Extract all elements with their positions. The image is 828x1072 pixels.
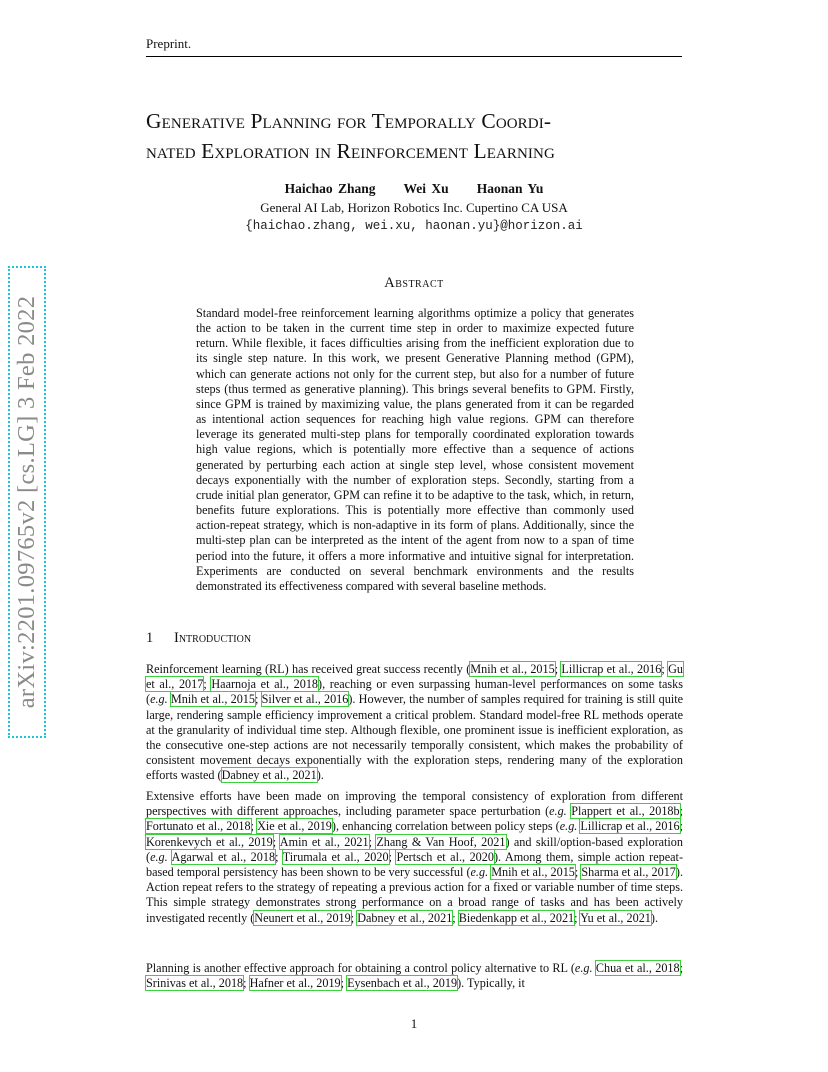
citation-link[interactable]: Pertsch et al., 2020 — [396, 849, 494, 864]
citation-link[interactable]: Haarnoja et al., 2018 — [211, 677, 319, 692]
author-name: Haonan Yu — [476, 181, 544, 196]
arxiv-stamp[interactable] — [0, 266, 52, 740]
citation-link[interactable]: Mnih et al., 2015 — [170, 692, 255, 707]
citation-link[interactable]: Srinivas et al., 2018 — [146, 976, 244, 991]
paper-title — [146, 106, 686, 166]
author-email[interactable]: {haichao.zhang, wei.xu, haonan.yu}@horizon.ai — [245, 219, 583, 233]
citation-link[interactable]: Fortunato et al., 2018 — [146, 819, 251, 834]
citation-link[interactable]: Korenkevych et al., 2019 — [146, 834, 273, 849]
abstract-heading: Abstract — [384, 275, 444, 291]
affiliation: General AI Lab, Horizon Robotics Inc. Cupertino CA USA — [260, 200, 568, 215]
citation-link[interactable]: Agarwal et al., 2018 — [171, 849, 276, 864]
abstract-body: Standard model-free reinforcement learning algorithms optimize a policy that generates the action to be taken in the current time step in order to maximize expected future return. While flexible, it faces difficulties arising from the inefficient exploration due to its single step nature. In this work, we present Generative Planning method (GPM), which can generate actions not only for the current step, but also for a number of future steps (thus termed as generative planning). This brings several benefits to GPM. Firstly, since GPM is trained by maximizing value, the plans generated from it can be regarded as intentional action sequences for reaching high value regions. GPM can therefore leverage its generated multi-step plans for temporally coordinated exploration towards high value regions, which is potentially more effective than a sequence of actions generated by perturbing each action at single step level, whose consistent movement decays exponentially with the number of exploration steps. Secondly, starting from a crude initial plan generator, GPM can refine it to be adaptive to the task, which, in return, benefits future explorations. This is potentially more effective than commonly used action-repeat strategy, which is non-adaptive in its form of plans. Additionally, since the multi-step plan can be interpreted as the intent of the agent from now to a span of time period into the future, it offers a more informative and intuitive signal for interpretation. Experiments are conducted on several benchmark environments and the results demonstrated its effectiveness compared with several baseline methods. — [196, 306, 634, 593]
citation-link[interactable]: Mnih et al., 2015 — [491, 865, 575, 880]
title-line-2: nated Exploration in Reinforcement Learning — [146, 139, 555, 163]
author-name: Wei Xu — [403, 181, 449, 196]
citation-link[interactable]: Hafner et al., 2019 — [249, 976, 341, 991]
author-name: Haichao Zhang — [284, 181, 376, 196]
citation-link[interactable]: Mnih et al., 2015 — [470, 662, 555, 676]
citation-link[interactable]: Chua et al., 2018 — [595, 961, 680, 975]
citation-link[interactable]: Neunert et al., 2019 — [254, 910, 351, 925]
title-line-1: Generative Planning for Temporally Coordi- — [146, 109, 552, 133]
running-header: Preprint. — [146, 36, 682, 57]
section-number: 1 — [146, 630, 154, 646]
section-heading — [146, 630, 251, 647]
author-block — [146, 181, 682, 233]
citation-link[interactable]: Yu et al., 2021 — [580, 910, 651, 925]
author-names — [146, 181, 682, 197]
citation-link[interactable]: Eysenbach et al., 2019 — [347, 976, 458, 991]
citation-link[interactable]: Sharma et al., 2017 — [581, 865, 676, 880]
citation-link[interactable]: Xie et al., 2019 — [257, 819, 332, 834]
paragraph-1: Reinforcement learning (RL) has received great success recently (Mnih et al., 2015; Lillicrap et al., 2016; Gu et al., 2017; Haarnoja et al., 2018), reaching or even surpassing human-level performances on some tasks (e.g. Mnih et al., 2015; Silver et al., 2016). However, the number of samples required for training is still quite large, rendering sample efficiency improvement a critical problem. Standard model-free RL methods operate at the granularity of individual time step. Although flexible, one prominent issue is inefficient exploration, as the consecutive one-step actions are not necessarily temporally consistent, which makes the probability of consistent movement decays exponentially with the exploration steps, rendering many of the exploration efforts wasted (Dabney et al., 2021). — [146, 662, 684, 783]
paragraph-2: Extensive efforts have been made on improving the temporal consistency of exploration from different perspectives with different approaches, including parameter space perturbation (e.g. Plappert et al., 2018b; Fortunato et al., 2018; Xie et al., 2019), enhancing correlation between policy steps (e.g. Lillicrap et al., 2016; Korenkevych et al., 2019; Amin et al., 2021; Zhang & Van Hoof, 2021) and skill/option-based exploration (e.g. Agarwal et al., 2018; Tirumala et al., 2020; Pertsch et al., 2020). Among them, simple action repeat-based temporal persistency has been shown to be very successful (e.g. Mnih et al., 2015; Sharma et al., 2017). Action repeat refers to the strategy of repeating a previous action for a fixed or variable number of time steps. This simple strategy demonstrates strong performance on a broad range of tasks and has been actively investigated recently (Neunert et al., 2019; Dabney et al., 2021; Biedenkapp et al., 2021; Yu et al., 2021). — [146, 789, 684, 925]
citation-link[interactable]: Silver et al., 2016 — [261, 692, 349, 707]
citation-link[interactable]: Lillicrap et al., 2016 — [561, 662, 662, 676]
citation-link[interactable]: Zhang & Van Hoof, 2021 — [376, 834, 506, 849]
paragraph-3: Planning is another effective approach for obtaining a control policy alternative to RL (e.g. Chua et al., 2018; Srinivas et al., 2018; Hafner et al., 2019; Eysenbach et al., 2019). Typically, it — [146, 961, 683, 991]
citation-link[interactable]: Dabney et al., 2021 — [221, 768, 317, 783]
section-title: Introduction — [174, 630, 252, 646]
citation-link[interactable]: Plappert et al., 2018b — [571, 804, 680, 819]
citation-link[interactable]: Lillicrap et al., 2016 — [580, 819, 680, 834]
abstract-text — [196, 306, 634, 594]
arxiv-identifier[interactable]: arXiv:2201.09765v2 [cs.LG] 3 Feb 2022 — [13, 295, 40, 709]
citation-link[interactable]: Gu et al., 2017 — [146, 662, 683, 692]
citation-link[interactable]: Biedenkapp et al., 2021 — [458, 910, 575, 925]
citation-link[interactable]: Dabney et al., 2021 — [357, 910, 453, 925]
page-number: 1 — [410, 1016, 418, 1031]
citation-link[interactable]: Amin et al., 2021 — [279, 834, 369, 849]
citation-link[interactable]: Tirumala et al., 2020 — [282, 849, 389, 864]
